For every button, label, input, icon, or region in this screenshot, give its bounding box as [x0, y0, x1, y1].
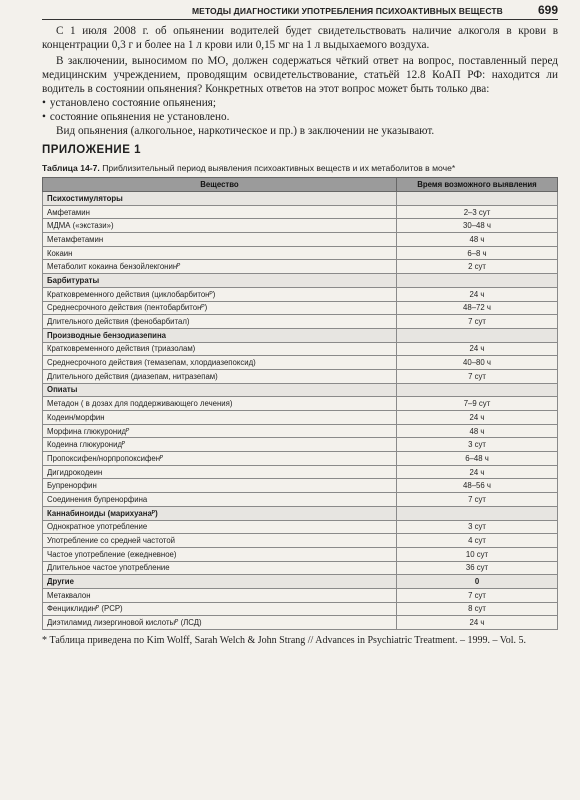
substance-cell: Длительное частое употребление [43, 561, 397, 575]
column-header-substance: Вещество [43, 178, 397, 192]
answer-list [42, 96, 558, 124]
table-row [43, 219, 558, 233]
table-row [43, 260, 558, 274]
running-header [42, 0, 558, 20]
table-body [43, 192, 558, 630]
substance-cell: Пропоксифен/норпропоксифенᴾ [43, 452, 397, 466]
detection-time-cell [397, 274, 558, 288]
table-row [43, 465, 558, 479]
detection-time-cell: 7 сут [397, 588, 558, 602]
table-row [43, 547, 558, 561]
running-title: МЕТОДЫ ДИАГНОСТИКИ УПОТРЕБЛЕНИЯ ПСИХОАКТИВНЫХ ВЕЩЕСТВ [192, 6, 503, 16]
substance-cell: Кодеина глюкуронидᴾ [43, 438, 397, 452]
substance-cell: Барбитураты [43, 274, 397, 288]
detection-time-cell: 6–8 ч [397, 246, 558, 260]
substance-cell: Употребление со средней частотой [43, 534, 397, 548]
substance-cell: Психостимуляторы [43, 192, 397, 206]
substance-cell: Длительного действия (диазепам, нитразепам) [43, 369, 397, 383]
answer-item: • состояние опьянения не установлено. [42, 110, 558, 124]
substance-cell: Частое употребление (ежедневное) [43, 547, 397, 561]
substance-cell: Другие [43, 575, 397, 589]
substance-cell: Метаквалон [43, 588, 397, 602]
table-row [43, 479, 558, 493]
detection-time-cell: 2 сут [397, 260, 558, 274]
appendix-title: ПРИЛОЖЕНИЕ 1 [42, 144, 141, 156]
detection-time-cell: 24 ч [397, 465, 558, 479]
table-group-row [43, 328, 558, 342]
substance-cell: МДМА («экстази») [43, 219, 397, 233]
substance-cell: Кратковременного действия (циклобарбитонᴾ) [43, 287, 397, 301]
substance-cell: Фенциклидинᴾ (PCP) [43, 602, 397, 616]
substance-cell: Кокаин [43, 246, 397, 260]
column-header-detection-time: Время возможного выявления [397, 178, 558, 192]
detection-time-cell: 4 сут [397, 534, 558, 548]
table-row [43, 438, 558, 452]
table-row [43, 424, 558, 438]
substance-cell: Кодеин/морфин [43, 411, 397, 425]
table-row [43, 287, 558, 301]
substance-cell: Дигидрокодеин [43, 465, 397, 479]
substance-cell: Каннабиноиды (марихуанаᴾ) [43, 506, 397, 520]
substance-cell: Среднесрочного действия (пентобарбитонᴾ) [43, 301, 397, 315]
substance-cell: Диэтиламид лизергиновой кислотыᴾ (ЛСД) [43, 616, 397, 630]
table-row [43, 534, 558, 548]
table-row [43, 369, 558, 383]
table-row [43, 411, 558, 425]
paragraph-conclusion: В заключении, выносимом по МО, должен содержаться чёткий ответ на вопрос, поставленный перед медицинским учреждением, проводящим освидетельствование, статьёй 12.8 КоАП РФ: находится ли водитель в состоянии опьянения? Конкретных ответов на этот вопрос может быть только два: [42, 55, 558, 95]
detection-time-cell: 48 ч [397, 233, 558, 247]
answer-item: • установлено состояние опьянения; [42, 96, 558, 110]
table-row [43, 561, 558, 575]
table-row [43, 520, 558, 534]
table-group-row [43, 192, 558, 206]
substance-cell: Метадон ( в дозах для поддерживающего лечения) [43, 397, 397, 411]
detection-time-cell: 48–72 ч [397, 301, 558, 315]
detection-time-cell: 10 сут [397, 547, 558, 561]
substance-cell: Опиаты [43, 383, 397, 397]
substance-cell: Метаболит кокаина бензойлекгонинᴾ [43, 260, 397, 274]
table-caption-text: Приблизительный период выявления психоактивных веществ и их метаболитов в моче* [102, 163, 456, 173]
table-row [43, 452, 558, 466]
detection-time-cell: 48 ч [397, 424, 558, 438]
detection-time-cell: 8 сут [397, 602, 558, 616]
table-group-row [43, 274, 558, 288]
table-row [43, 246, 558, 260]
table-row [43, 301, 558, 315]
detection-time-cell [397, 192, 558, 206]
detection-time-cell: 48–56 ч [397, 479, 558, 493]
table-header-row [43, 178, 558, 192]
substance-cell: Амфетамин [43, 205, 397, 219]
detection-time-cell: 0 [397, 575, 558, 589]
table-row [43, 342, 558, 356]
table-row [43, 205, 558, 219]
detection-period-table [42, 177, 558, 630]
table-row [43, 602, 558, 616]
detection-time-cell: 40–80 ч [397, 356, 558, 370]
page-number: 699 [537, 3, 558, 17]
substance-cell: Кратковременного действия (триазолам) [43, 342, 397, 356]
table-caption [42, 163, 558, 173]
substance-cell: Однократное употребление [43, 520, 397, 534]
detection-time-cell: 7 сут [397, 369, 558, 383]
detection-time-cell: 36 сут [397, 561, 558, 575]
detection-time-cell: 7 сут [397, 315, 558, 329]
paragraph-alcohol-threshold: С 1 июля 2008 г. об опьянении водителей будет свидетельствовать наличие алкоголя в крови в концентрации 0,3 г и более на 1 л крови или 0,15 мг на 1 л выдыхаемого воздуха. [42, 25, 558, 51]
detection-time-cell [397, 506, 558, 520]
detection-time-cell: 3 сут [397, 438, 558, 452]
detection-time-cell: 6–48 ч [397, 452, 558, 466]
table-row [43, 356, 558, 370]
table-caption-label: Таблица 14-7. [42, 163, 100, 173]
table-row [43, 397, 558, 411]
substance-cell: Соединения бупренорфина [43, 493, 397, 507]
substance-cell: Морфина глюкуронидᴾ [43, 424, 397, 438]
table-row [43, 616, 558, 630]
detection-time-cell: 30–48 ч [397, 219, 558, 233]
detection-time-cell: 7 сут [397, 493, 558, 507]
detection-time-cell: 2–3 сут [397, 205, 558, 219]
table-group-row [43, 506, 558, 520]
substance-cell: Производные бензодиазепина [43, 328, 397, 342]
substance-cell: Среднесрочного действия (темазепам, хлордиазепоксид) [43, 356, 397, 370]
table-row [43, 233, 558, 247]
detection-time-cell: 3 сут [397, 520, 558, 534]
table-row [43, 588, 558, 602]
substance-cell: Метамфетамин [43, 233, 397, 247]
detection-time-cell: 24 ч [397, 287, 558, 301]
substance-cell: Бупренорфин [43, 479, 397, 493]
table-row [43, 493, 558, 507]
paragraph-intoxication-type: Вид опьянения (алкогольное, наркотическое и пр.) в заключении не указывают. [56, 125, 435, 137]
substance-cell: Длительного действия (фенобарбитал) [43, 315, 397, 329]
table-row [43, 315, 558, 329]
detection-time-cell: 24 ч [397, 616, 558, 630]
table-footnote: * Таблица приведена по Kim Wolff, Sarah Welch & John Strang // Advances in Psychiatric Treatment. – 1999. – Vol. 5. [42, 635, 526, 646]
detection-time-cell [397, 383, 558, 397]
detection-time-cell [397, 328, 558, 342]
detection-time-cell: 24 ч [397, 342, 558, 356]
detection-time-cell: 7–9 сут [397, 397, 558, 411]
detection-time-cell: 24 ч [397, 411, 558, 425]
table-group-row [43, 383, 558, 397]
table-group-row [43, 575, 558, 589]
